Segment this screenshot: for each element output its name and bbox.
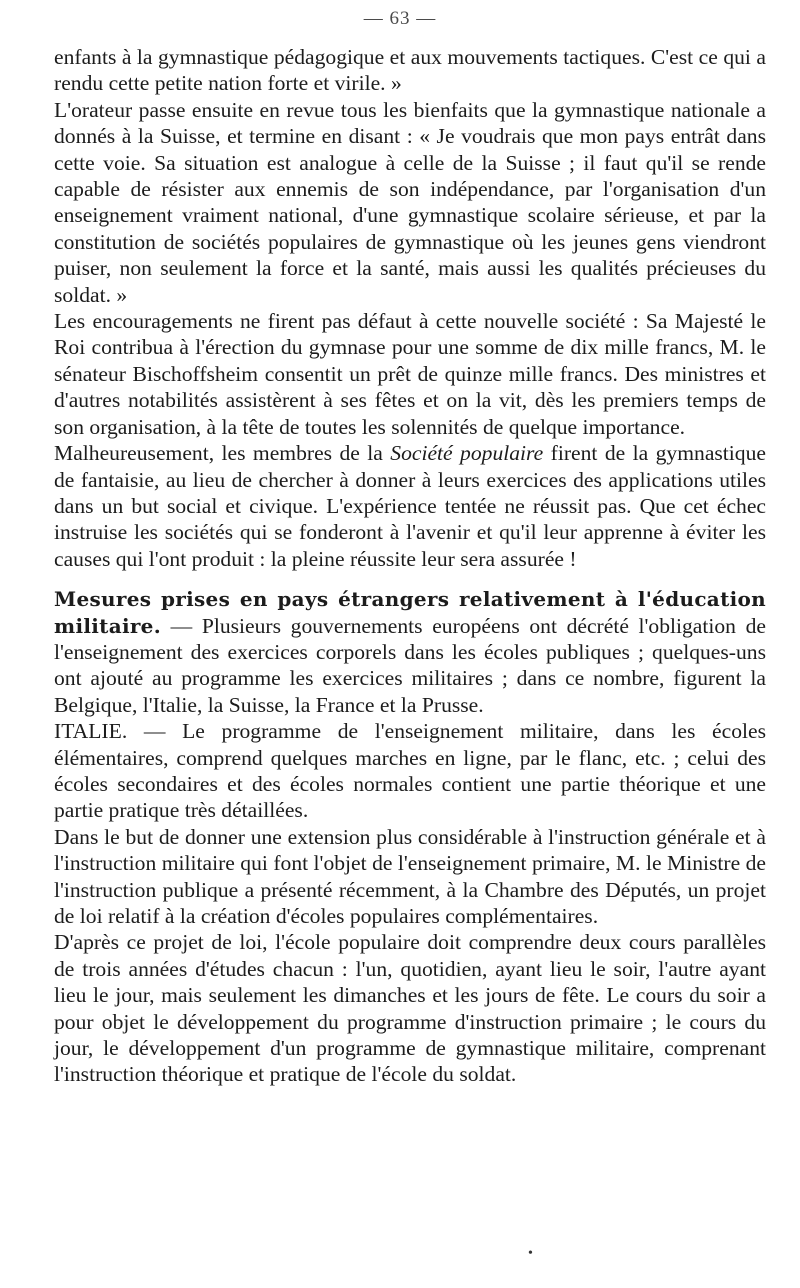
paragraph-text: — Plusieurs gouvernements européens ont décrété l'obligation de l'enseignement des exercices corporels dans les écoles publiques ; quelques-uns ont ajouté au programme les exercices militaires ; dans ce nombre, figurent la Belgique, l'Italie, la Suisse, la France et la Prusse.	[54, 613, 766, 717]
page-number: — 63 —	[363, 8, 437, 29]
paragraph: ITALIE. — Le programme de l'enseignement militaire, dans les écoles élémentaires, comprend quelques marches en ligne, par le flanc, etc. ; celui des écoles secondaires et des écoles normales contient une partie théorique et une partie pratique très détaillées.	[54, 719, 766, 823]
italic-society-name: Société populaire	[390, 441, 544, 466]
section-military-education	[54, 586, 766, 1088]
section-paragraph	[54, 586, 766, 718]
paragraph-text: Malheureusement, les membres de la	[54, 441, 391, 466]
paragraph: enfants à la gymnastique pédagogique et aux mouvements tactiques. C'est ce qui a rendu cette petite nation forte et virile. »	[54, 45, 766, 96]
paragraph	[54, 440, 766, 572]
paragraph: Les encouragements ne firent pas défaut à cette nouvelle société : Sa Majesté le Roi contribua à l'érection du gymnase pour une somme de dix mille francs, M. le sénateur Bischoffsheim consentit un prêt de quinze mille francs. Des ministres et d'autres notabilités assistèrent à ses fêtes et on la vit, dès les premiers temps de son organisation, à la tête de toutes les solennités de quelque importance.	[54, 309, 766, 439]
section-heading: Mesures prises en pays étrangers relativement à l'éducation militaire.	[54, 587, 766, 638]
bullet-mark: •	[528, 1246, 533, 1261]
paragraph: D'après ce projet de loi, l'école populaire doit comprendre deux cours parallèles de trois années d'études chacun : l'un, quotidien, ayant lieu le soir, l'autre ayant lieu le jour, mais seulement les dimanches et les jours de fête. Le cours du soir a pour objet le développement du programme d'instruction primaire ; le cours du jour, le développement d'un programme de gymnastique militaire, comprenant l'instruction théorique et pratique de l'école du soldat.	[54, 930, 766, 1087]
paragraph-text: firent de la gymnastique de fantaisie, au lieu de chercher à donner à leurs exercices des applications utiles dans un but social et civique. L'expérience tentée ne réussit pas. Que cet échec instruise les sociétés qui se fonderont à l'avenir et qu'il leur apprenne à éviter les causes qui l'ont produit : la pleine réussite leur sera assurée !	[54, 441, 766, 571]
document-body	[54, 44, 766, 1088]
paragraph: L'orateur passe ensuite en revue tous les bienfaits que la gymnastique nationale a donnés à la Suisse, et termine en disant : « Je voudrais que mon pays entrât dans cette voie. Sa situation est analogue à celle de la Suisse ; il faut qu'il se rende capable de résister aux ennemis de son indépendance, par l'organisation d'un enseignement vraiment national, d'une gymnastique scolaire sérieuse, et par la constitution de sociétés populaires de gymnastique où les jeunes gens viendront puiser, non seulement la force et la santé, mais aussi les qualités précieuses du soldat. »	[54, 97, 766, 307]
paragraph: Dans le but de donner une extension plus considérable à l'instruction générale et à l'instruction militaire qui font l'objet de l'enseignement primaire, M. le Ministre de l'instruction publique a présenté récemment, à la Chambre des Députés, un projet de loi relatif à la création d'écoles populaires complémentaires.	[54, 824, 766, 928]
